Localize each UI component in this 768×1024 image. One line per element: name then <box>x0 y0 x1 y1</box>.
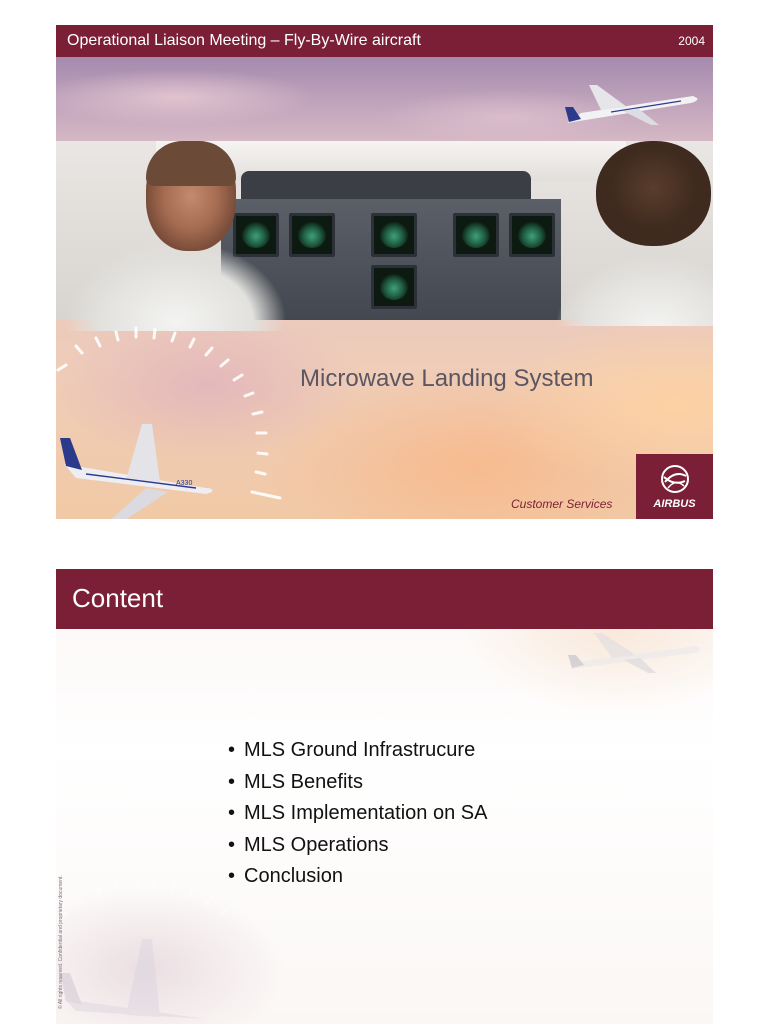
cockpit-photo <box>56 141 713 320</box>
sky-banner <box>56 57 713 141</box>
list-item: • MLS Ground Infrastrucure <box>228 735 487 767</box>
list-item: • MLS Implementation on SA <box>228 798 487 830</box>
logo-text: AIRBUS <box>653 498 696 510</box>
bullet-icon: • <box>228 833 236 856</box>
slide-subtitle: Microwave Landing System <box>300 365 594 392</box>
title-slide <box>56 25 713 519</box>
content-list <box>228 735 487 893</box>
pilot-right <box>536 236 713 326</box>
bullet-icon: • <box>228 770 236 793</box>
slide-header-bar <box>56 25 713 57</box>
customer-services-label: Customer Services <box>511 497 613 511</box>
slide-header-bar <box>56 569 713 629</box>
list-item: • Conclusion <box>228 861 487 893</box>
pilot-right-head <box>596 141 711 246</box>
airbus-logo-icon <box>660 464 690 494</box>
list-item: • MLS Benefits <box>228 767 487 799</box>
bullet-icon: • <box>228 865 236 887</box>
slide-title: Content <box>72 583 164 613</box>
copyright-note: © All rights reserved. Confidential and proprietary document. <box>58 875 64 1009</box>
aircraft-photo <box>60 424 212 519</box>
header-title: Operational Liaison Meeting – Fly-By-Wire aircraft <box>67 32 421 49</box>
bullet-icon: • <box>228 739 236 761</box>
bullet-icon: • <box>228 802 236 824</box>
list-item: • MLS Operations <box>228 830 487 862</box>
aircraft-label: A330 <box>176 480 193 487</box>
header-year: 2004 <box>678 34 705 48</box>
content-slide <box>56 569 713 1024</box>
airplane-icon <box>561 81 701 131</box>
airbus-logo <box>636 454 713 519</box>
dial-icon <box>56 320 296 519</box>
airplane-icon <box>564 631 704 681</box>
